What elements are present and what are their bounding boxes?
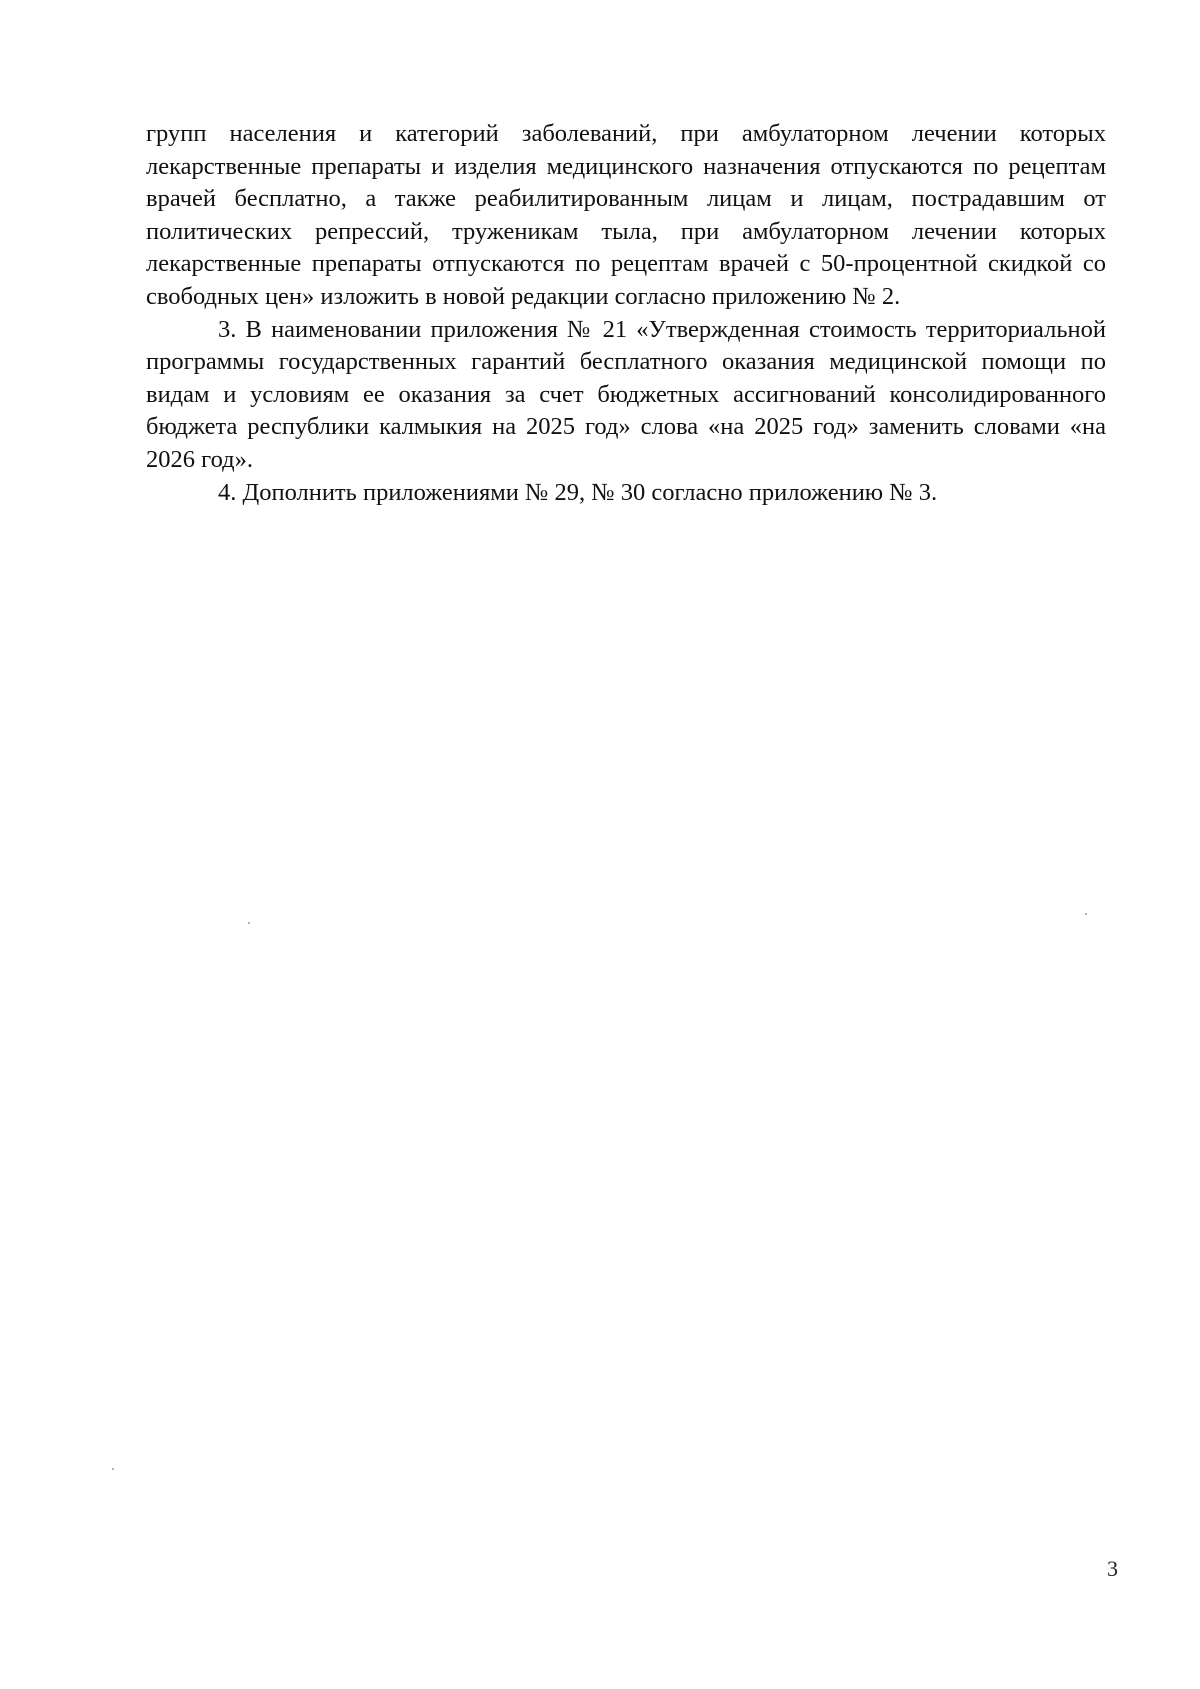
continued-paragraph: групп населения и категорий заболеваний, при амбулаторном лечении которых лекарственные препараты и изделия медицинского назначения отпускаются по рецептам врачей бесплатно, а также реабилитированным лицам и лицам, пострадавшим от политических репрессий, труженикам тыла, при амбулаторном лечении которых лекарственные препараты отпускаются по рецептам врачей с 50-процентной скидкой со свободных цен» изложить в новой редакции согласно приложению № 2. (146, 120, 1106, 310)
item-4-paragraph: 4. Дополнить приложениями № 29, № 30 согласно приложению № 3. (218, 478, 938, 506)
scan-speck (112, 1468, 114, 1470)
scan-speck (248, 922, 250, 924)
item-3-paragraph: 3. В наименовании приложения № 21 «Утвержденная стоимость территориальной программы государственных гарантий бесплатного оказания медицинской помощи по видам и условиям ее оказания за счет бюджетных ассигнований консолидированного бюджета республики калмыкия на 2025 год» слова «на 2025 год» заменить словами «на 2026 год». (146, 315, 1106, 473)
page-number: 3 (1107, 1556, 1118, 1581)
scan-speck (1085, 913, 1087, 915)
document-body (146, 118, 1106, 509)
